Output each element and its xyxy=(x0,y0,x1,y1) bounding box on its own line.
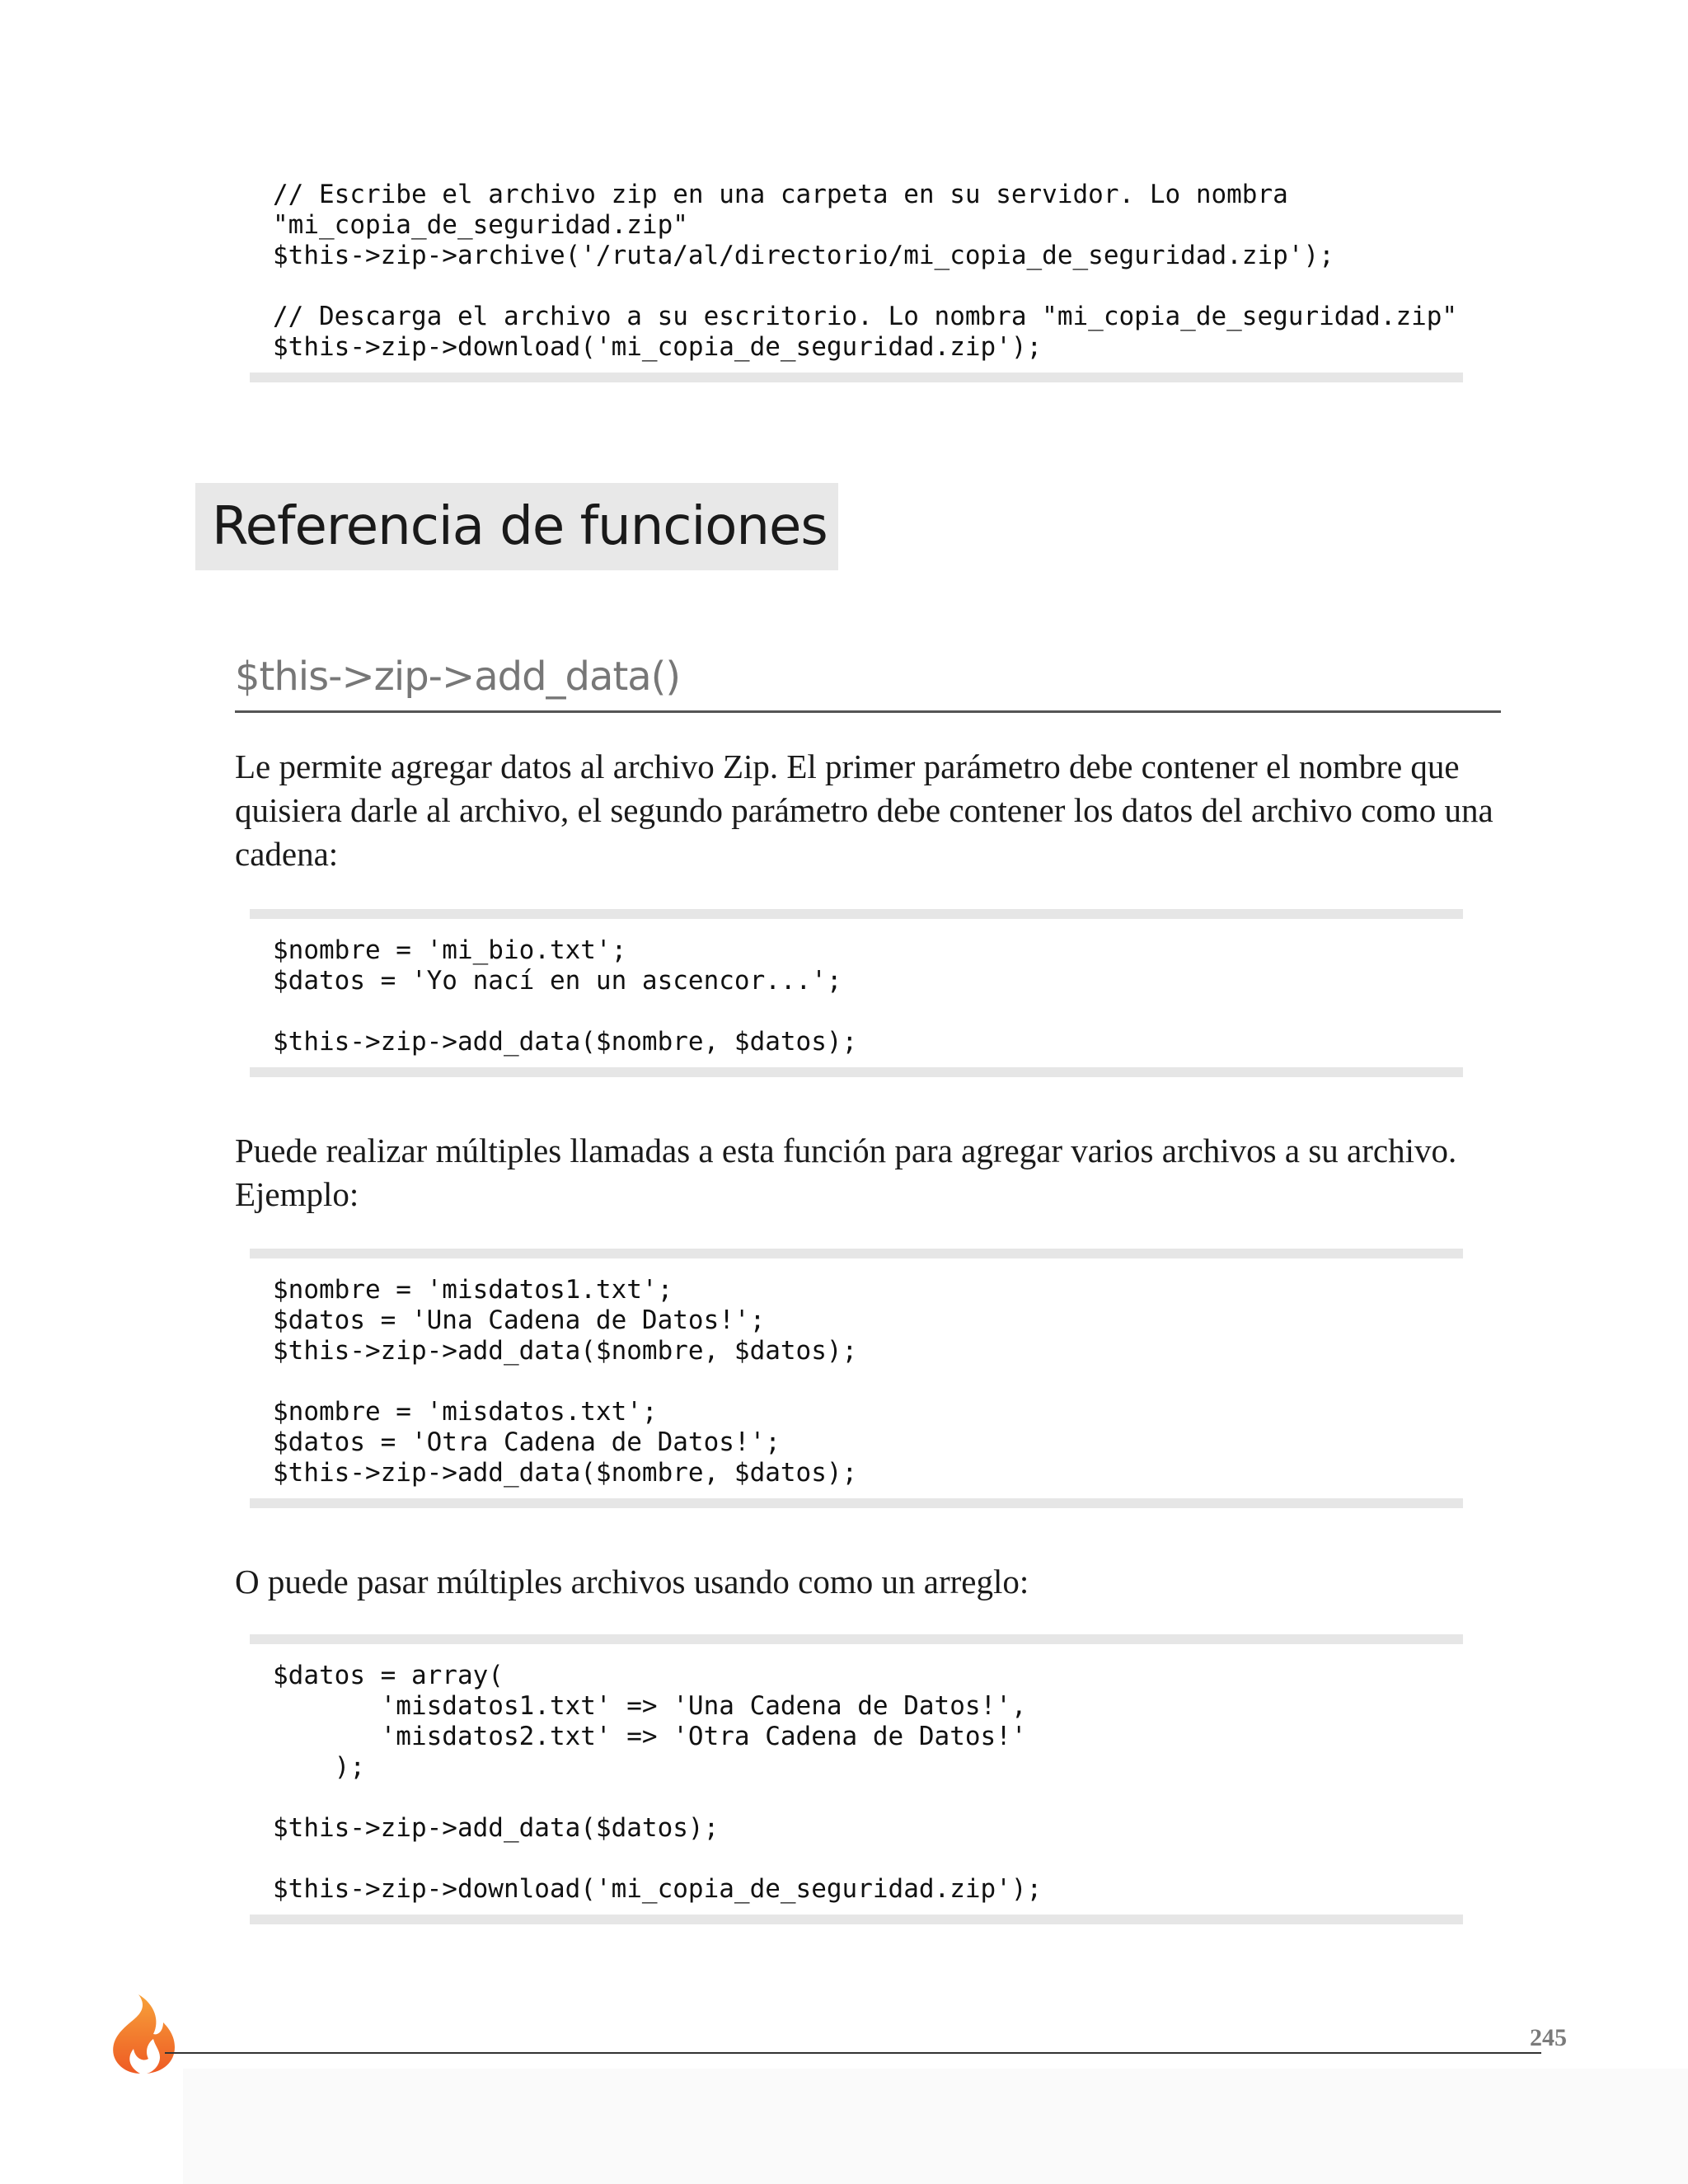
code-text: $datos = array( 'misdatos1.txt' => 'Una Cadena de Datos!', 'misdatos2.txt' => 'Otra Cadena de Datos!' ); $this->zip->add_data($datos); $this->zip->download('mi_copia_de_seguridad.zip'); xyxy=(273,1661,1043,1904)
section-title: Referencia de funciones xyxy=(212,496,828,557)
codeigniter-flame-icon xyxy=(106,1993,180,2075)
code-block-add-data-single xyxy=(250,909,1463,1077)
code-text: // Escribe el archivo zip en una carpeta en su servidor. Lo nombra "mi_copia_de_seguridad.zip" $this->zip->archive('/ruta/al/directorio/mi_copia_de_seguridad.zip'); // Descarga el archivo a su escritorio. Lo nombra "mi_copia_de_seguridad.zip" $this->zip->download('mi_copia_de_seguridad.zip'); xyxy=(273,180,1458,362)
function-heading xyxy=(235,651,1501,713)
footer-shade xyxy=(183,2069,1688,2184)
page-number: 245 xyxy=(1530,2024,1567,2051)
footer-rule xyxy=(165,2052,1541,2054)
section-heading xyxy=(195,483,838,570)
code-text: $nombre = 'misdatos1.txt'; $datos = 'Una Cadena de Datos!'; $this->zip->add_data($nombre, $datos); $nombre = 'misdatos.txt'; $datos = 'Otra Cadena de Datos!'; $this->zip->add_data($nombre, $datos); xyxy=(273,1275,858,1488)
code-text: $nombre = 'mi_bio.txt'; $datos = 'Yo nací en un ascencor...'; $this->zip->add_data($nombre, $datos); xyxy=(273,935,858,1057)
intro-paragraph: Le permite agregar datos al archivo Zip. El primer parámetro debe contener el nombre que quisiera darle al archivo, el segundo parámetro debe contener los datos del archivo como una cadena: xyxy=(235,748,1493,873)
multiple-calls-paragraph: Puede realizar múltiples llamadas a esta función para agregar varios archivos a su archivo. Ejemplo: xyxy=(235,1132,1457,1213)
code-block-archive-download xyxy=(250,180,1463,382)
code-block-add-data-array xyxy=(250,1634,1463,1924)
function-name: $this->zip->add_data() xyxy=(235,654,681,700)
array-usage-paragraph: O puede pasar múltiples archivos usando como un arreglo: xyxy=(235,1563,1029,1601)
code-block-add-data-multiple xyxy=(250,1249,1463,1508)
